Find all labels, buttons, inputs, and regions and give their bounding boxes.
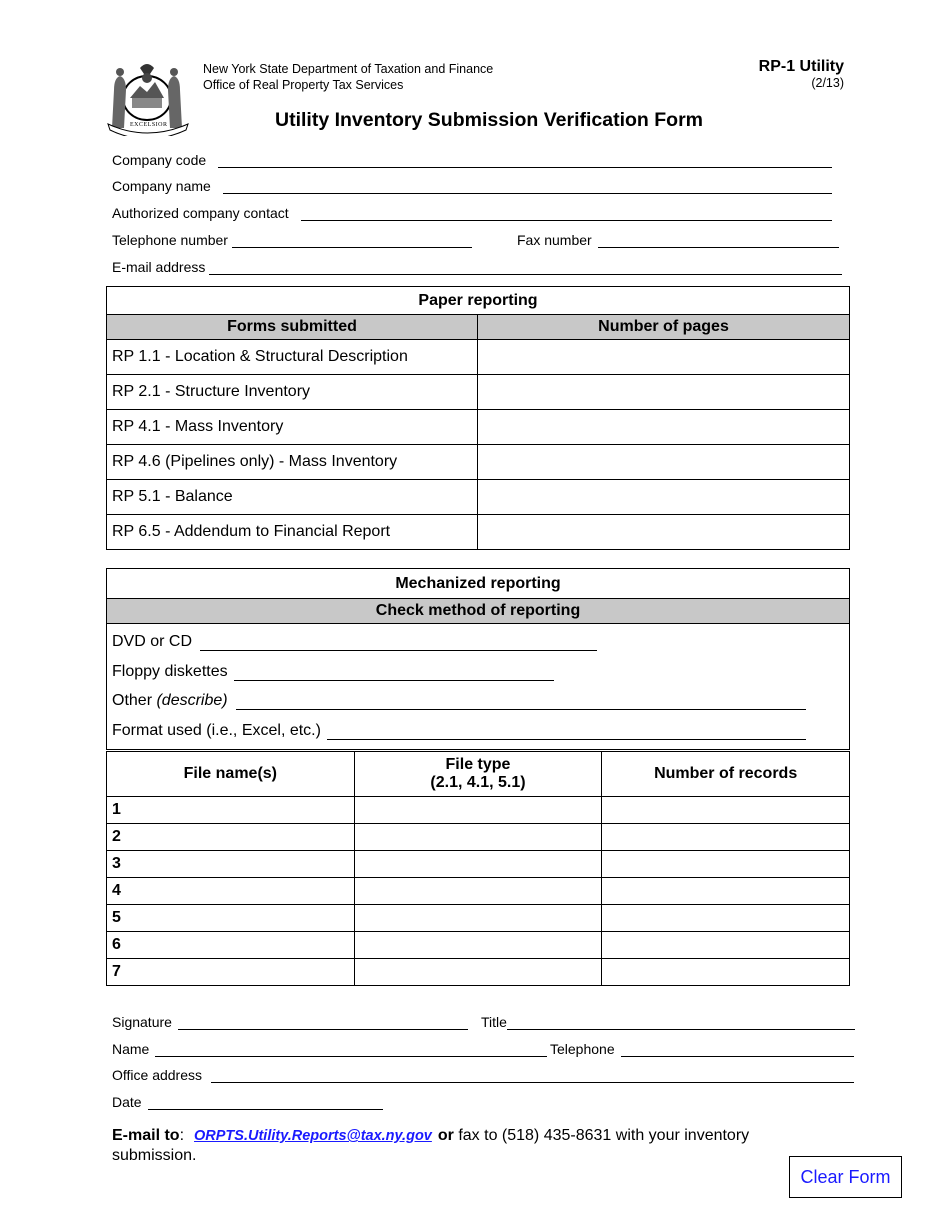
records-header: Number of records: [602, 752, 850, 797]
email-label: E-mail address: [112, 259, 206, 275]
signature-input[interactable]: [178, 1015, 468, 1030]
records-input[interactable]: [602, 824, 850, 851]
records-input[interactable]: [602, 797, 850, 824]
authorized-contact-field: [112, 203, 832, 221]
table-row: [107, 480, 850, 515]
fax-field: [517, 230, 839, 248]
file-name-input[interactable]: 5: [107, 905, 355, 932]
signoff-telephone-input[interactable]: [621, 1042, 854, 1057]
file-name-input[interactable]: 4: [107, 878, 355, 905]
file-type-input[interactable]: [354, 878, 602, 905]
format-label: Format used (i.e., Excel, etc.): [112, 722, 321, 739]
table-row: [107, 375, 850, 410]
signature-field: [112, 1012, 468, 1030]
records-input[interactable]: [602, 959, 850, 986]
records-input[interactable]: [602, 905, 850, 932]
table-row: [107, 515, 850, 550]
form-name: RP 5.1 - Balance: [107, 480, 478, 515]
authorized-contact-input[interactable]: [301, 206, 832, 221]
or-word: or: [437, 1127, 454, 1144]
office-address-input[interactable]: [211, 1068, 854, 1083]
instructions-line-2: submission.: [112, 1147, 197, 1164]
form-identifier: [759, 58, 844, 90]
agency-line-2: Office of Real Property Tax Services: [203, 78, 404, 92]
file-type-input[interactable]: [354, 824, 602, 851]
file-type-title: File type: [445, 756, 511, 773]
file-name-input[interactable]: 1: [107, 797, 355, 824]
page-title: Utility Inventory Submission Verification Form: [275, 109, 703, 131]
seal-motto: EXCELSIOR: [130, 122, 168, 128]
records-input[interactable]: [602, 932, 850, 959]
pages-input[interactable]: [478, 480, 850, 515]
telephone-field: [112, 230, 472, 248]
floppy-label: Floppy diskettes: [112, 663, 228, 680]
company-code-label: Company code: [112, 152, 207, 168]
table-row: [107, 445, 850, 480]
forms-submitted-header: Forms submitted: [107, 315, 478, 340]
office-address-label: Office address: [112, 1067, 203, 1083]
email-link[interactable]: ORPTS.Utility.Reports@tax.ny.gov: [194, 1128, 432, 1144]
company-code-input[interactable]: [218, 153, 832, 168]
company-name-label: Company name: [112, 178, 211, 194]
file-type-input[interactable]: [354, 797, 602, 824]
title-field: [481, 1012, 855, 1030]
pages-input[interactable]: [478, 375, 850, 410]
form-code: RP-1 Utility: [758, 58, 844, 75]
pages-input[interactable]: [478, 410, 850, 445]
agency-line-1: New York State Department of Taxation and Finance: [203, 62, 494, 76]
table-row: [107, 410, 850, 445]
number-of-pages-header: Number of pages: [478, 315, 850, 340]
format-input[interactable]: [327, 723, 806, 740]
agency-name: [203, 61, 493, 93]
company-code-field: [112, 150, 832, 168]
title-label: Title: [481, 1014, 507, 1030]
file-type-header: [354, 752, 602, 797]
email-to-label: E-mail to: [112, 1127, 180, 1144]
fax-label: Fax number: [517, 232, 592, 248]
signature-label: Signature: [112, 1014, 172, 1030]
instructions-line-1: fax to (518) 435-8631 with your inventory: [458, 1127, 750, 1144]
table-row: [107, 959, 850, 986]
dvd-cd-field: [112, 631, 597, 651]
form-name: RP 1.1 - Location & Structural Description: [107, 340, 478, 375]
other-field: [112, 690, 806, 710]
name-field: [112, 1039, 547, 1057]
file-type-input[interactable]: [354, 851, 602, 878]
table-row: [107, 340, 850, 375]
file-type-hint: (2.1, 4.1, 5.1): [430, 774, 526, 791]
files-table: [106, 751, 850, 986]
other-label: Other: [112, 692, 153, 709]
dvd-cd-label: DVD or CD: [112, 633, 193, 650]
pages-input[interactable]: [478, 445, 850, 480]
format-field: [112, 720, 806, 740]
other-hint: (describe): [156, 692, 228, 709]
form-name: RP 6.5 - Addendum to Financial Report: [107, 515, 478, 550]
fax-input[interactable]: [598, 233, 839, 248]
paper-reporting-table: [106, 286, 850, 550]
records-input[interactable]: [602, 878, 850, 905]
file-name-input[interactable]: 7: [107, 959, 355, 986]
floppy-field: [112, 661, 554, 681]
pages-input[interactable]: [478, 340, 850, 375]
date-input[interactable]: [148, 1095, 383, 1110]
table-row: [107, 878, 850, 905]
file-name-input[interactable]: 3: [107, 851, 355, 878]
title-input[interactable]: [507, 1015, 855, 1030]
company-name-input[interactable]: [223, 179, 832, 194]
authorized-contact-label: Authorized company contact: [112, 205, 289, 221]
telephone-label: Telephone number: [112, 232, 228, 248]
other-input[interactable]: [236, 693, 806, 710]
signoff-telephone-field: [550, 1039, 854, 1057]
file-name-input[interactable]: 6: [107, 932, 355, 959]
table-row: [107, 905, 850, 932]
date-field: [112, 1092, 383, 1110]
signoff-telephone-label: Telephone: [550, 1041, 615, 1057]
submission-instructions: E-mail to: ORPTS.Utility.Reports@tax.ny.gov or fax to (518) 435-8631 with your inventory submission.: [112, 1127, 750, 1164]
file-type-input[interactable]: [354, 932, 602, 959]
form-name: RP 4.6 (Pipelines only) - Mass Inventory: [107, 445, 478, 480]
clear-form-button[interactable]: Clear Form: [789, 1156, 902, 1198]
check-method-heading: Check method of reporting: [107, 599, 850, 624]
email-field: [112, 257, 842, 275]
form-name: RP 2.1 - Structure Inventory: [107, 375, 478, 410]
table-row: [107, 932, 850, 959]
company-name-field: [112, 176, 832, 194]
form-revision: (2/13): [811, 76, 844, 90]
name-input[interactable]: [155, 1042, 547, 1057]
file-name-input[interactable]: 2: [107, 824, 355, 851]
pages-input[interactable]: [478, 515, 850, 550]
form-name: RP 4.1 - Mass Inventory: [107, 410, 478, 445]
file-type-input[interactable]: [354, 959, 602, 986]
table-row: [107, 851, 850, 878]
mechanized-reporting-heading: Mechanized reporting: [107, 569, 850, 599]
paper-reporting-heading: Paper reporting: [107, 287, 850, 315]
file-type-input[interactable]: [354, 905, 602, 932]
table-row: [107, 824, 850, 851]
email-input[interactable]: [209, 260, 842, 275]
floppy-input[interactable]: [234, 664, 554, 681]
office-address-field: [112, 1065, 854, 1083]
table-row: [107, 797, 850, 824]
dvd-cd-input[interactable]: [200, 634, 597, 651]
file-name-header: File name(s): [107, 752, 355, 797]
telephone-input[interactable]: [232, 233, 472, 248]
date-label: Date: [112, 1094, 142, 1110]
records-input[interactable]: [602, 851, 850, 878]
name-label: Name: [112, 1041, 150, 1057]
